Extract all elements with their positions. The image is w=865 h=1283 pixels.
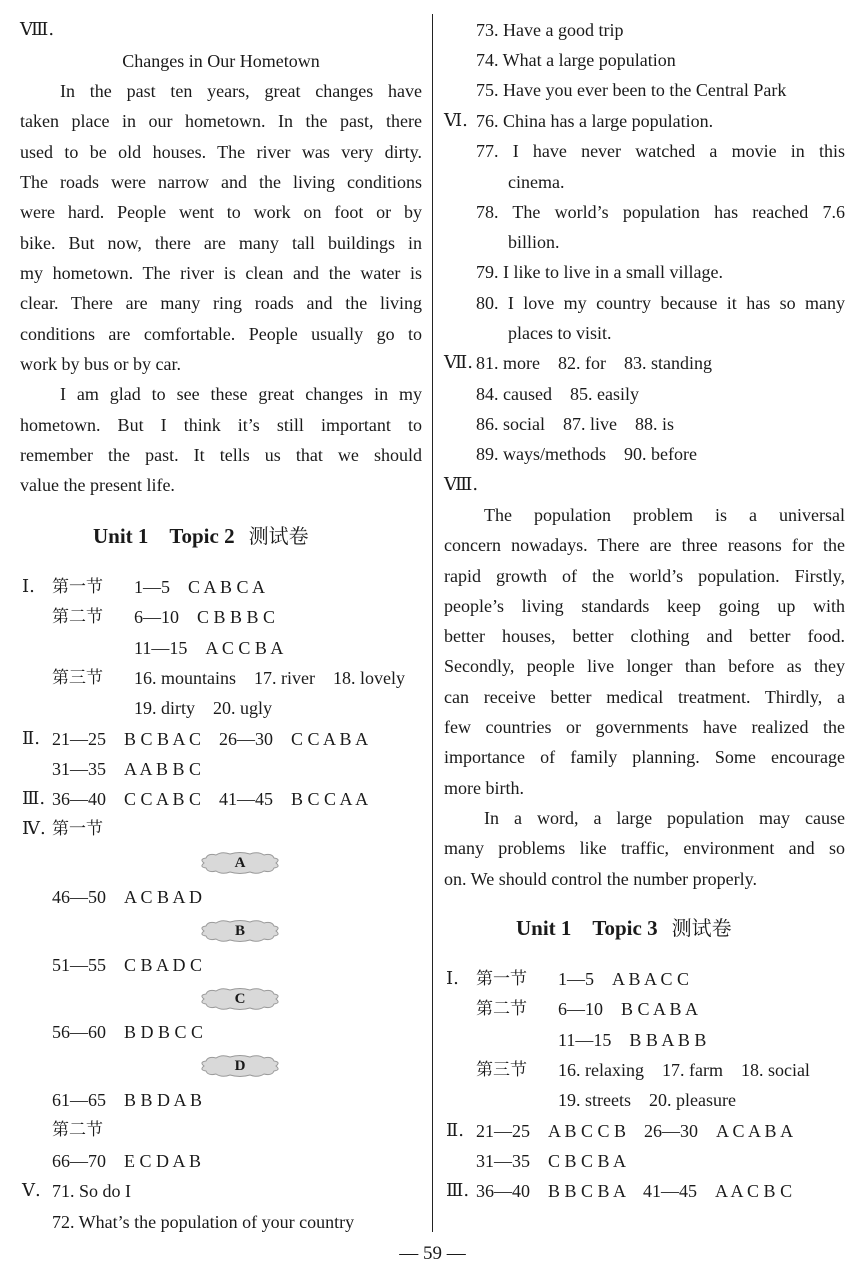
essay-line: conditions are comfortable. People usually go to <box>20 324 422 344</box>
essay-line: bike. But now, there are many tall buildings in <box>20 233 422 253</box>
answer-line: 19. streets 20. pleasure <box>558 1090 736 1110</box>
cloud-badge-label: C <box>234 991 246 1007</box>
answer-line: 6—10 C B B B C <box>134 607 276 627</box>
answer-line: 31—35 C B C B A <box>476 1151 627 1171</box>
part-label-i: Ⅰ. <box>446 968 459 989</box>
answer-line: 1—5 A B A C C <box>558 969 690 989</box>
essay-line: taken place in our hometown. In the past, there <box>20 111 422 131</box>
essay-line: rapid growth of the world’s population. Firstly, <box>444 566 845 586</box>
cloud-badge-c <box>198 987 282 1011</box>
answer-line: 21—25 A B C C B 26—30 A C A B A <box>476 1121 794 1141</box>
answer-line: 56—60 B D B C C <box>52 1022 204 1042</box>
essay-line: work by bus or by car. <box>20 354 181 374</box>
part-label-ii: Ⅱ. <box>22 728 40 749</box>
answer-line: 72. What’s the population of your country <box>52 1212 355 1232</box>
essay-line: concern nowadays. There are three reasons for the <box>444 535 845 555</box>
answer-line: 21—25 B C B A C 26—30 C C A B A <box>52 729 369 749</box>
essay-line: I am glad to see these great changes in my <box>60 384 422 404</box>
answer-line: 31—35 A A B B C <box>52 759 202 779</box>
answer-line: 81. more 82. for 83. standing <box>476 353 712 373</box>
answer-line: 16. relaxing 17. farm 18. social <box>558 1060 810 1080</box>
part-label-v: Ⅴ. <box>22 1180 41 1201</box>
essay-line: In the past ten years, great changes have <box>60 81 422 101</box>
section-marker: 第三节 <box>476 1060 527 1080</box>
cloud-badge-label: B <box>234 923 245 939</box>
essay-line: clear. There are many ring roads and the living <box>20 293 422 313</box>
essay-line: many problems like traffic, environment and so <box>444 838 845 858</box>
essay-line: hometown. But I think it’s still important to <box>20 415 422 435</box>
part-label-iv: Ⅳ. <box>22 818 46 839</box>
cloud-badge-label: D <box>234 1058 246 1074</box>
answer-line: 6—10 B C A B A <box>558 999 699 1019</box>
answer-line: 1—5 C A B C A <box>134 577 266 597</box>
answer-line: 89. ways/methods 90. before <box>476 444 697 464</box>
answer-line: 16. mountains 17. river 18. lovely <box>134 668 405 688</box>
essay-line: remember the past. It tells us that we should <box>20 445 422 465</box>
section-title-cn: 测试卷 <box>671 916 732 940</box>
answer-line: 75. Have you ever been to the Central Park <box>476 80 787 100</box>
answer-line: 11—15 A C C B A <box>134 638 284 658</box>
answer-line: 78. The world’s population has reached 7.6 <box>476 202 845 222</box>
answer-line: 77. I have never watched a movie in this <box>476 141 845 161</box>
cloud-badge-d <box>198 1054 282 1078</box>
essay-line: were hard. People went to work on foot or by <box>20 202 422 222</box>
essay-line: value the present life. <box>20 475 175 495</box>
answer-line: places to visit. <box>508 323 612 343</box>
section-marker: 第二节 <box>476 999 527 1019</box>
answer-line: 36—40 C C A B C 41—45 B C C A A <box>52 789 369 809</box>
essay-line: my hometown. The river is clean and the water is <box>20 263 422 283</box>
cloud-badge-a <box>198 851 282 875</box>
essay-line: can receive better medical treatment. Thirdly, a <box>444 687 845 707</box>
section-title <box>93 524 309 548</box>
part-label-viii: Ⅷ. <box>444 474 479 495</box>
section-title-en: Unit 1 Topic 2 <box>93 524 235 548</box>
essay-line: more birth. <box>444 778 524 798</box>
answer-line: 76. China has a large population. <box>476 111 714 131</box>
answer-line: 19. dirty 20. ugly <box>134 698 272 718</box>
part-label-i: Ⅰ. <box>22 576 35 597</box>
section-title <box>516 916 732 940</box>
page-number: — 59 — <box>399 1243 466 1264</box>
essay-title: Changes in Our Hometown <box>122 51 320 71</box>
section-title-en: Unit 1 Topic 3 <box>516 916 658 940</box>
essay-line: on. We should control the number properly. <box>444 869 757 889</box>
cloud-badge-label: A <box>234 855 246 871</box>
section-marker: 第三节 <box>52 668 103 688</box>
section-marker: 第二节 <box>52 1120 103 1140</box>
cloud-badge-b <box>198 919 282 943</box>
essay-line: importance of family planning. Some encourage <box>444 747 845 767</box>
answer-line: 86. social 87. live 88. is <box>476 414 674 434</box>
answer-line: 46—50 A C B A D <box>52 887 203 907</box>
answer-line: 74. What a large population <box>476 50 676 70</box>
part-label-iii: Ⅲ. <box>22 788 46 809</box>
essay-line: Secondly, people live longer than before as they <box>444 656 845 676</box>
answer-line: 73. Have a good trip <box>476 20 624 40</box>
part-label-iii: Ⅲ. <box>446 1180 470 1201</box>
answer-line: 80. I love my country because it has so many <box>476 293 845 313</box>
section-marker: 第一节 <box>52 819 103 839</box>
section-marker: 第一节 <box>476 969 527 989</box>
essay-line: few countries or governments have realized the <box>444 717 845 737</box>
essay-line: The roads were narrow and the living conditions <box>20 172 422 192</box>
answer-line: billion. <box>508 232 560 252</box>
essay-line: used to be old houses. The river was very dirty. <box>20 142 422 162</box>
part-label-vii: Ⅶ. <box>444 352 473 373</box>
part-label-ii: Ⅱ. <box>446 1120 464 1141</box>
answer-line: 11—15 B B A B B <box>558 1030 707 1050</box>
section-marker: 第二节 <box>52 607 103 627</box>
essay-label: Ⅷ. <box>20 19 55 40</box>
answer-line: 84. caused 85. easily <box>476 384 639 404</box>
answer-line: 71. So do I <box>52 1181 132 1201</box>
essay-line: people’s living standards keep going up with <box>444 596 845 616</box>
answer-line: 61—65 B B D A B <box>52 1090 203 1110</box>
column-divider <box>432 14 433 1232</box>
section-marker: 第一节 <box>52 577 103 597</box>
essay-line: The population problem is a universal <box>484 505 845 525</box>
section-title-cn: 测试卷 <box>248 524 309 548</box>
answer-line: 79. I like to live in a small village. <box>476 262 723 282</box>
part-label-vi: Ⅵ. <box>444 110 468 131</box>
answer-line: cinema. <box>508 172 565 192</box>
essay-line: better houses, better clothing and better food. <box>444 626 845 646</box>
answer-line: 36—40 B B C B A 41—45 A A C B C <box>476 1181 793 1201</box>
answer-line: 51—55 C B A D C <box>52 955 203 975</box>
answer-line: 66—70 E C D A B <box>52 1151 202 1171</box>
essay-line: In a word, a large population may cause <box>484 808 845 828</box>
